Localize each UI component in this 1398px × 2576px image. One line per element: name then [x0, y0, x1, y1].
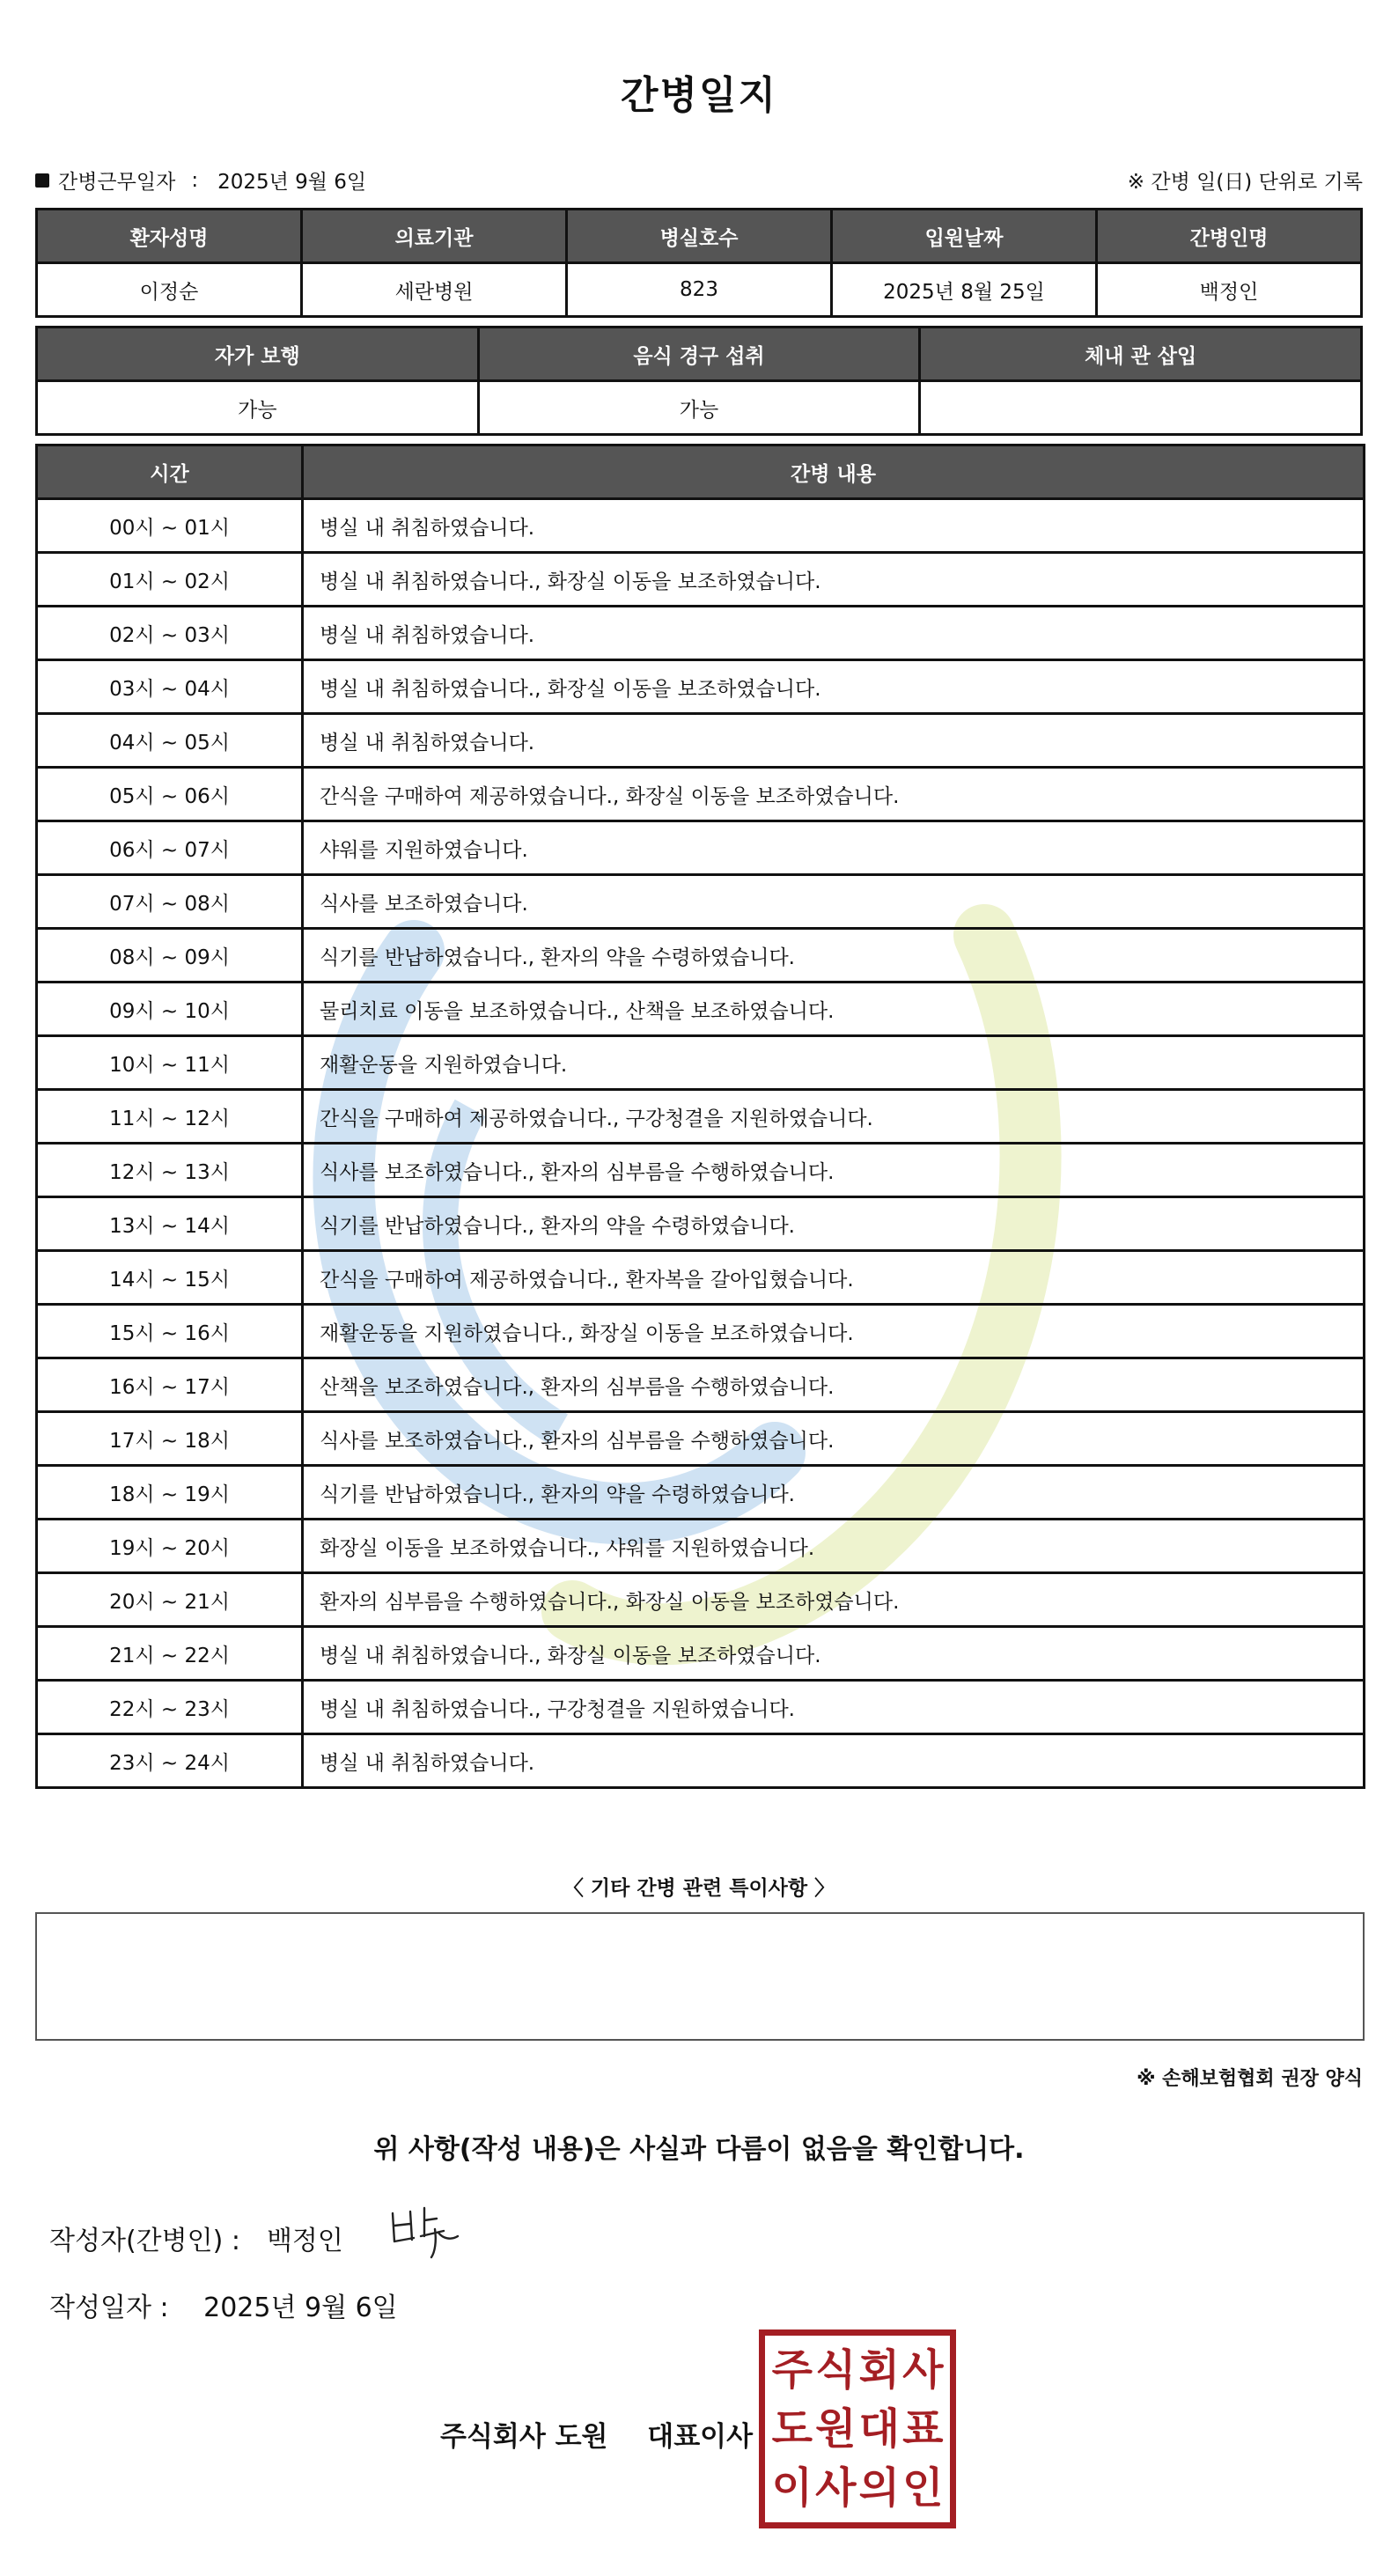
log-content: 간식을 구매하여 제공하였습니다., 구강청결을 지원하였습니다. — [303, 1090, 1365, 1144]
signature-icon — [386, 2201, 491, 2263]
table-row — [37, 1251, 1365, 1305]
seal-char: 사 — [902, 2345, 944, 2396]
log-content: 샤워를 지원하였습니다. — [303, 821, 1365, 875]
table-row — [37, 821, 1365, 875]
ability-value-1: 가능 — [478, 381, 920, 435]
log-content: 식기를 반납하였습니다., 환자의 약을 수령하였습니다. — [303, 1197, 1365, 1251]
log-content: 병실 내 취침하였습니다. — [303, 499, 1365, 553]
document-title: 간병일지 — [620, 73, 777, 118]
log-content: 병실 내 취침하였습니다. — [303, 1734, 1365, 1788]
info-value-3: 2025년 8월 25일 — [832, 263, 1097, 317]
table-row — [37, 1681, 1365, 1734]
log-time: 14시 ~ 15시 — [37, 1251, 303, 1305]
log-time: 18시 ~ 19시 — [37, 1466, 303, 1520]
log-content: 식사를 보조하였습니다. — [303, 875, 1365, 929]
log-time: 19시 ~ 20시 — [37, 1520, 303, 1573]
info-header-0: 환자성명 — [37, 210, 302, 263]
col-header-time: 시간 — [37, 445, 303, 499]
write-date-value: 2025년 9월 6일 — [203, 2293, 398, 2323]
table-row — [37, 875, 1365, 929]
info-header-2: 병실호수 — [567, 210, 832, 263]
info-value-1: 세란병원 — [302, 263, 567, 317]
insurance-note: ※ 손해보험협회 권장 양식 — [1137, 2068, 1363, 2090]
seal-char: 이 — [771, 2462, 813, 2513]
log-time: 00시 ~ 01시 — [37, 499, 303, 553]
company-seal-icon — [759, 2329, 956, 2528]
confirmation-statement: 위 사항(작성 내용)은 사실과 다름이 없음을 확인합니다. — [373, 2134, 1025, 2165]
square-bullet-icon — [35, 173, 49, 188]
log-content: 재활운동을 지원하였습니다., 화장실 이동을 보조하였습니다. — [303, 1305, 1365, 1358]
work-date-label: 간병근무일자 — [58, 171, 176, 194]
log-content: 화장실 이동을 보조하였습니다., 샤워를 지원하였습니다. — [303, 1520, 1365, 1573]
info-header-3: 입원날짜 — [832, 210, 1097, 263]
log-time: 16시 ~ 17시 — [37, 1358, 303, 1412]
table-row — [37, 553, 1365, 607]
log-time: 03시 ~ 04시 — [37, 660, 303, 714]
ability-header-2: 체내 관 삽입 — [920, 328, 1362, 381]
table-row — [37, 1412, 1365, 1466]
table-row — [37, 1627, 1365, 1681]
log-time: 22시 ~ 23시 — [37, 1681, 303, 1734]
ability-header-0: 자가 보행 — [37, 328, 479, 381]
table-row — [37, 1573, 1365, 1627]
company-representative: 대표이사 — [647, 2421, 754, 2453]
log-time: 21시 ~ 22시 — [37, 1627, 303, 1681]
table-row — [37, 929, 1365, 983]
log-time: 17시 ~ 18시 — [37, 1412, 303, 1466]
log-content: 환자의 심부름을 수행하였습니다., 화장실 이동을 보조하였습니다. — [303, 1573, 1365, 1627]
table-row — [37, 1520, 1365, 1573]
seal-char: 원 — [815, 2403, 857, 2454]
seal-char: 식 — [815, 2345, 857, 2396]
info-value-2: 823 — [567, 263, 832, 317]
table-row — [37, 1144, 1365, 1197]
write-date-line — [49, 2285, 398, 2324]
seal-char: 의 — [858, 2462, 900, 2513]
table-row — [37, 983, 1365, 1036]
log-content: 간식을 구매하여 제공하였습니다., 환자복을 갈아입혔습니다. — [303, 1251, 1365, 1305]
log-content: 식기를 반납하였습니다., 환자의 약을 수령하였습니다. — [303, 1466, 1365, 1520]
col-header-content: 간병 내용 — [303, 445, 1365, 499]
write-date-label: 작성일자 : — [49, 2293, 169, 2323]
log-time: 09시 ~ 10시 — [37, 983, 303, 1036]
seal-char: 대 — [858, 2403, 900, 2454]
log-content: 병실 내 취침하였습니다., 화장실 이동을 보조하였습니다. — [303, 660, 1365, 714]
table-row — [37, 1734, 1365, 1788]
log-time: 23시 ~ 24시 — [37, 1734, 303, 1788]
info-header-1: 의료기관 — [302, 210, 567, 263]
table-row — [37, 768, 1365, 821]
table-row — [37, 660, 1365, 714]
ability-header-1: 음식 경구 섭취 — [478, 328, 920, 381]
company-line — [440, 2414, 753, 2454]
info-header-4: 간병인명 — [1097, 210, 1362, 263]
info-value-4: 백정인 — [1097, 263, 1362, 317]
log-content: 병실 내 취침하였습니다., 화장실 이동을 보조하였습니다. — [303, 553, 1365, 607]
seal-char: 표 — [902, 2403, 944, 2454]
company-name: 주식회사 도원 — [440, 2421, 608, 2453]
table-row — [37, 1358, 1365, 1412]
work-date-separator: : — [191, 168, 199, 192]
seal-char: 사 — [815, 2462, 857, 2513]
log-time: 05시 ~ 06시 — [37, 768, 303, 821]
work-date-value: 2025년 9월 6일 — [217, 171, 367, 194]
table-row — [37, 1197, 1365, 1251]
ability-value-0: 가능 — [37, 381, 479, 435]
log-content: 산책을 보조하였습니다., 환자의 심부름을 수행하였습니다. — [303, 1358, 1365, 1412]
seal-char: 회 — [858, 2345, 900, 2396]
log-time: 11시 ~ 12시 — [37, 1090, 303, 1144]
log-time: 04시 ~ 05시 — [37, 714, 303, 768]
log-content: 병실 내 취침하였습니다. — [303, 714, 1365, 768]
log-time: 02시 ~ 03시 — [37, 607, 303, 660]
table-row — [37, 607, 1365, 660]
log-time: 06시 ~ 07시 — [37, 821, 303, 875]
log-time: 20시 ~ 21시 — [37, 1573, 303, 1627]
log-content: 병실 내 취침하였습니다., 화장실 이동을 보조하였습니다. — [303, 1627, 1365, 1681]
log-content: 식사를 보조하였습니다., 환자의 심부름을 수행하였습니다. — [303, 1412, 1365, 1466]
writer-name: 백정인 — [266, 2226, 343, 2256]
log-time: 07시 ~ 08시 — [37, 875, 303, 929]
special-notes-box — [35, 1912, 1365, 2041]
log-time: 08시 ~ 09시 — [37, 929, 303, 983]
log-content: 식사를 보조하였습니다., 환자의 심부름을 수행하였습니다. — [303, 1144, 1365, 1197]
table-row — [37, 714, 1365, 768]
table-row — [37, 1305, 1365, 1358]
seal-char: 도 — [771, 2403, 813, 2454]
ability-table — [35, 326, 1363, 436]
log-content: 병실 내 취침하였습니다. — [303, 607, 1365, 660]
table-row — [37, 499, 1365, 553]
log-content: 물리치료 이동을 보조하였습니다., 산책을 보조하였습니다. — [303, 983, 1365, 1036]
table-row — [37, 1466, 1365, 1520]
info-value-0: 이정순 — [37, 263, 302, 317]
log-time: 10시 ~ 11시 — [37, 1036, 303, 1090]
table-row — [37, 1090, 1365, 1144]
log-time: 15시 ~ 16시 — [37, 1305, 303, 1358]
unit-note: ※ 간병 일(日) 단위로 기록 — [1127, 171, 1363, 194]
patient-info-table — [35, 208, 1363, 318]
ability-value-2 — [920, 381, 1362, 435]
log-time: 01시 ~ 02시 — [37, 553, 303, 607]
seal-char: 인 — [902, 2462, 944, 2513]
writer-line — [49, 2219, 343, 2257]
table-row — [37, 1036, 1365, 1090]
special-notes-title: 〈 기타 간병 관련 특이사항 〉 — [563, 1877, 835, 1900]
seal-char: 주 — [771, 2345, 813, 2396]
log-content: 식기를 반납하였습니다., 환자의 약을 수령하였습니다. — [303, 929, 1365, 983]
log-time: 13시 ~ 14시 — [37, 1197, 303, 1251]
log-content: 재활운동을 지원하였습니다. — [303, 1036, 1365, 1090]
writer-label: 작성자(간병인) : — [49, 2226, 240, 2256]
log-time: 12시 ~ 13시 — [37, 1144, 303, 1197]
log-content: 병실 내 취침하였습니다., 구강청결을 지원하였습니다. — [303, 1681, 1365, 1734]
care-log-table — [35, 444, 1365, 1789]
log-content: 간식을 구매하여 제공하였습니다., 화장실 이동을 보조하였습니다. — [303, 768, 1365, 821]
work-date — [35, 166, 366, 195]
